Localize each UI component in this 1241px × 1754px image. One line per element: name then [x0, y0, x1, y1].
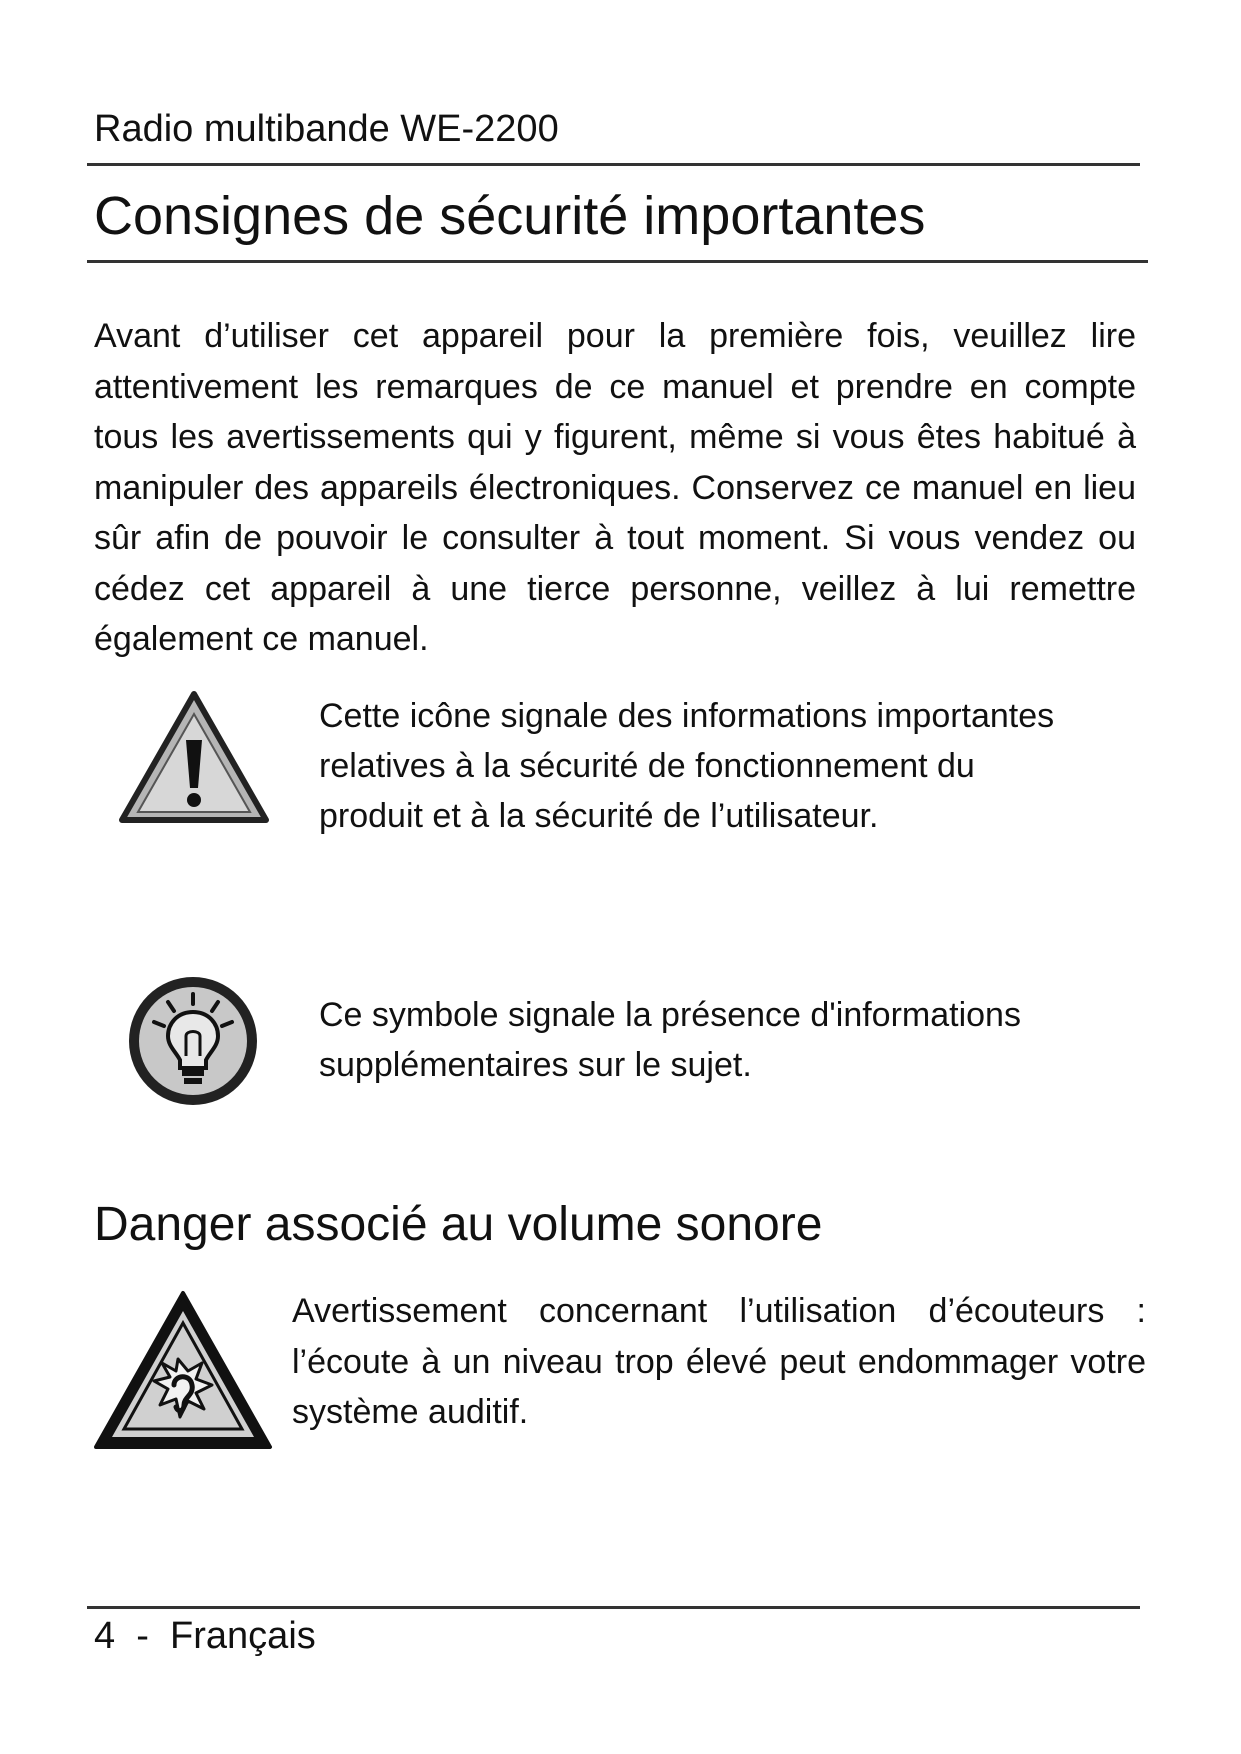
- lightbulb-icon: [124, 972, 262, 1110]
- page-footer: [94, 1613, 316, 1659]
- page-number: 4: [94, 1615, 116, 1657]
- hearing-warning-text: Avertissement concernant l’utilisation d’écouteurs : l’écoute à un niveau trop élevé peut endommager votre système auditif.: [292, 1292, 1146, 1431]
- footer-rule: [87, 1606, 1140, 1609]
- warning-triangle-icon: [118, 690, 270, 826]
- running-header: Radio multibande WE-2200: [94, 108, 559, 150]
- title-rule: [87, 260, 1148, 263]
- footer-separator: -: [136, 1615, 149, 1657]
- intro-paragraph: Avant d’utiliser cet appareil pour la première fois, veuillez lire attentivement les remarques de ce manuel et prendre en compte tous les avertissements qui y figurent, même si vous êtes habitué à manipuler des appareils électroniques. Conservez ce manuel en lieu sûr afin de pouvoir le consulter à tout moment. Si vous vendez ou cédez cet appareil à une tierce personne, veillez à lui remettre également ce manuel.: [94, 317, 1136, 658]
- footer-language: Français: [170, 1615, 316, 1657]
- header-rule: [87, 163, 1140, 166]
- page-title: Consignes de sécurité importantes: [94, 186, 926, 246]
- info-note-text: Ce symbole signale la présence d'informations supplémentaires sur le sujet.: [319, 996, 1021, 1084]
- safety-note-text: Cette icône signale des informations importantes relatives à la sécurité de fonctionnement du produit et à la sécurité de l’utilisateur.: [319, 697, 1055, 835]
- hearing-damage-icon: [92, 1289, 274, 1453]
- hearing-section-title: Danger associé au volume sonore: [94, 1198, 823, 1251]
